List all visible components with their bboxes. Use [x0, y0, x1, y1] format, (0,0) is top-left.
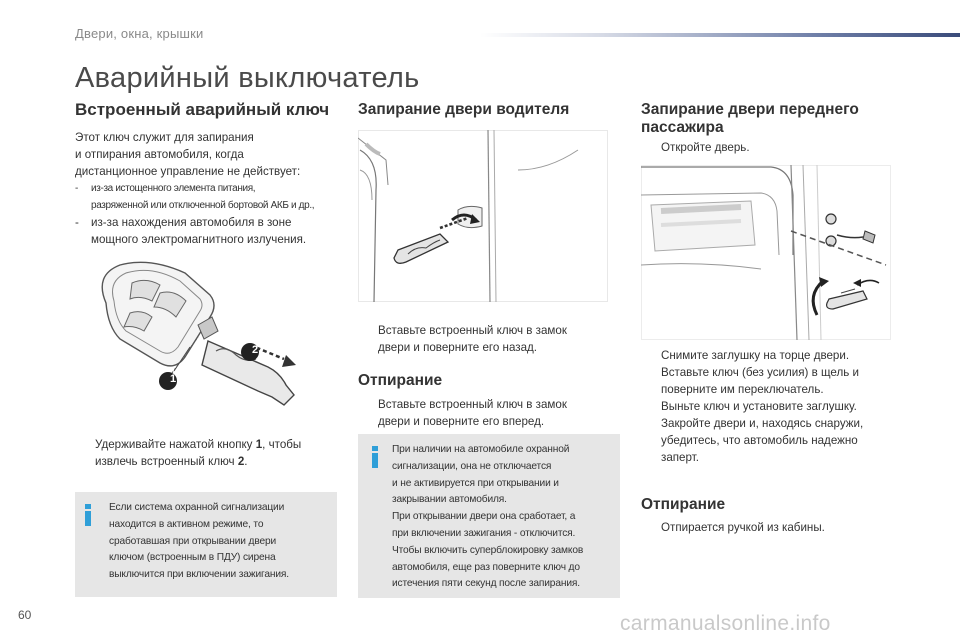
- info-icon: [370, 446, 380, 468]
- info-line: сигнализации, она не отключается: [392, 460, 552, 472]
- step-remove-plug: [641, 347, 901, 364]
- step-unlock-passenger: [641, 519, 891, 536]
- info-line: истечения пяти секунд после запирания.: [392, 578, 580, 590]
- step-line: Отпирается ручкой из кабины.: [661, 521, 825, 534]
- steps-passenger-lock: [641, 347, 901, 466]
- callout-2: 2: [251, 344, 259, 356]
- step-line: Вставьте встроенный ключ в замок: [378, 398, 567, 411]
- step-hold-button: [75, 436, 345, 470]
- section-heading-passenger-door: [641, 101, 859, 137]
- info-line: выключится при включении зажигания.: [109, 569, 289, 581]
- step-lock-driver: [358, 322, 608, 356]
- intro-paragraph: [75, 129, 345, 180]
- step-text: , чтобы: [262, 438, 302, 451]
- intro-line: и отпирания автомобиля, когда: [75, 148, 244, 161]
- footer-watermark: carmanualsonline.info: [620, 612, 831, 635]
- info-icon: [83, 504, 93, 526]
- driver-door-illustration: [358, 130, 608, 302]
- step-remove-key: [641, 398, 901, 415]
- passenger-door-illustration: [641, 165, 891, 340]
- section-heading-unlock-passenger: Отпирание: [641, 496, 726, 513]
- step-line: Закройте двери и, находясь снаружи,: [661, 417, 864, 430]
- step-text: .: [244, 455, 248, 468]
- step-line: Вставьте ключ (без усилия) в щель и: [661, 366, 859, 379]
- section-heading-unlock-driver: Отпирание: [358, 372, 443, 389]
- step-close-doors: [641, 415, 901, 466]
- step-bold: 2: [237, 455, 245, 468]
- callout-1: 1: [169, 373, 177, 385]
- key-fob-illustration: [90, 255, 340, 425]
- dash-marker: -: [75, 183, 78, 194]
- step-bold: 1: [255, 438, 263, 451]
- info-line: закрывании автомобиля.: [392, 494, 507, 506]
- list-item-line: мощного электромагнитного излучения.: [91, 233, 307, 246]
- list-item-line: разряженной или отключенной бортовой АКБ и др.,: [91, 200, 315, 211]
- intro-line: Этот ключ служит для запирания: [75, 131, 254, 144]
- header-bar: [480, 33, 960, 37]
- step-line: двери и поверните его назад.: [378, 341, 538, 354]
- intro-line: дистанционное управление не действует:: [75, 165, 301, 178]
- step-open-door: [641, 139, 891, 156]
- step-unlock-driver: [358, 396, 608, 430]
- step-text: извлечь встроенный ключ: [95, 455, 238, 468]
- page-number: 60: [18, 608, 32, 622]
- info-line: находится в активном режиме, то: [109, 518, 264, 530]
- info-line: и не активируется при открывании и: [392, 477, 559, 489]
- step-line: Вставьте встроенный ключ в замок: [378, 324, 567, 337]
- info-line: При открывании двери она сработает, а: [392, 511, 576, 523]
- dash-marker: -: [75, 216, 79, 229]
- list-item-interference: [75, 214, 345, 248]
- section-heading-driver-door: Запирание двери водителя: [358, 101, 570, 118]
- step-line: заперт.: [661, 451, 699, 464]
- heading-line: пассажира: [641, 119, 724, 136]
- step-text: Удерживайте нажатой кнопку: [95, 438, 256, 451]
- step-line: Выньте ключ и установите заглушку.: [661, 400, 857, 413]
- list-item-line: из-за нахождения автомобиля в зоне: [91, 216, 292, 229]
- section-heading-emergency-key: Встроенный аварийный ключ: [75, 100, 330, 119]
- info-line: при включении зажигания - отключится.: [392, 527, 576, 539]
- step-line: Снимите заглушку на торце двери.: [661, 349, 850, 362]
- step-line: Откройте дверь.: [661, 141, 750, 154]
- heading-line: Запирание двери переднего: [641, 101, 859, 118]
- step-line: двери и поверните его вперед.: [378, 415, 545, 428]
- info-line: ключом (встроенным в ПДУ) сирена: [109, 552, 276, 564]
- info-line: При наличии на автомобиле охранной: [392, 444, 570, 455]
- info-line: Если система охранной сигнализации: [109, 502, 285, 513]
- step-insert-key: [641, 364, 901, 398]
- step-line: поверните им переключатель.: [661, 383, 824, 396]
- list-item-battery: [75, 180, 345, 214]
- list-item-line: из-за истощенного элемента питания,: [91, 183, 256, 194]
- page-title: Аварийный выключатель: [75, 62, 420, 94]
- step-line: убедитесь, что автомобиль надежно: [661, 434, 858, 447]
- info-line: Чтобы включить суперблокировку замков: [392, 544, 584, 556]
- info-line: сработавшая при открывании двери: [109, 535, 277, 547]
- breadcrumb: Двери, окна, крышки: [75, 26, 204, 41]
- info-box-alarm: [75, 492, 337, 597]
- info-box-alarm-superlock: [358, 434, 620, 598]
- info-line: автомобиля, еще раз поверните ключ до: [392, 561, 580, 573]
